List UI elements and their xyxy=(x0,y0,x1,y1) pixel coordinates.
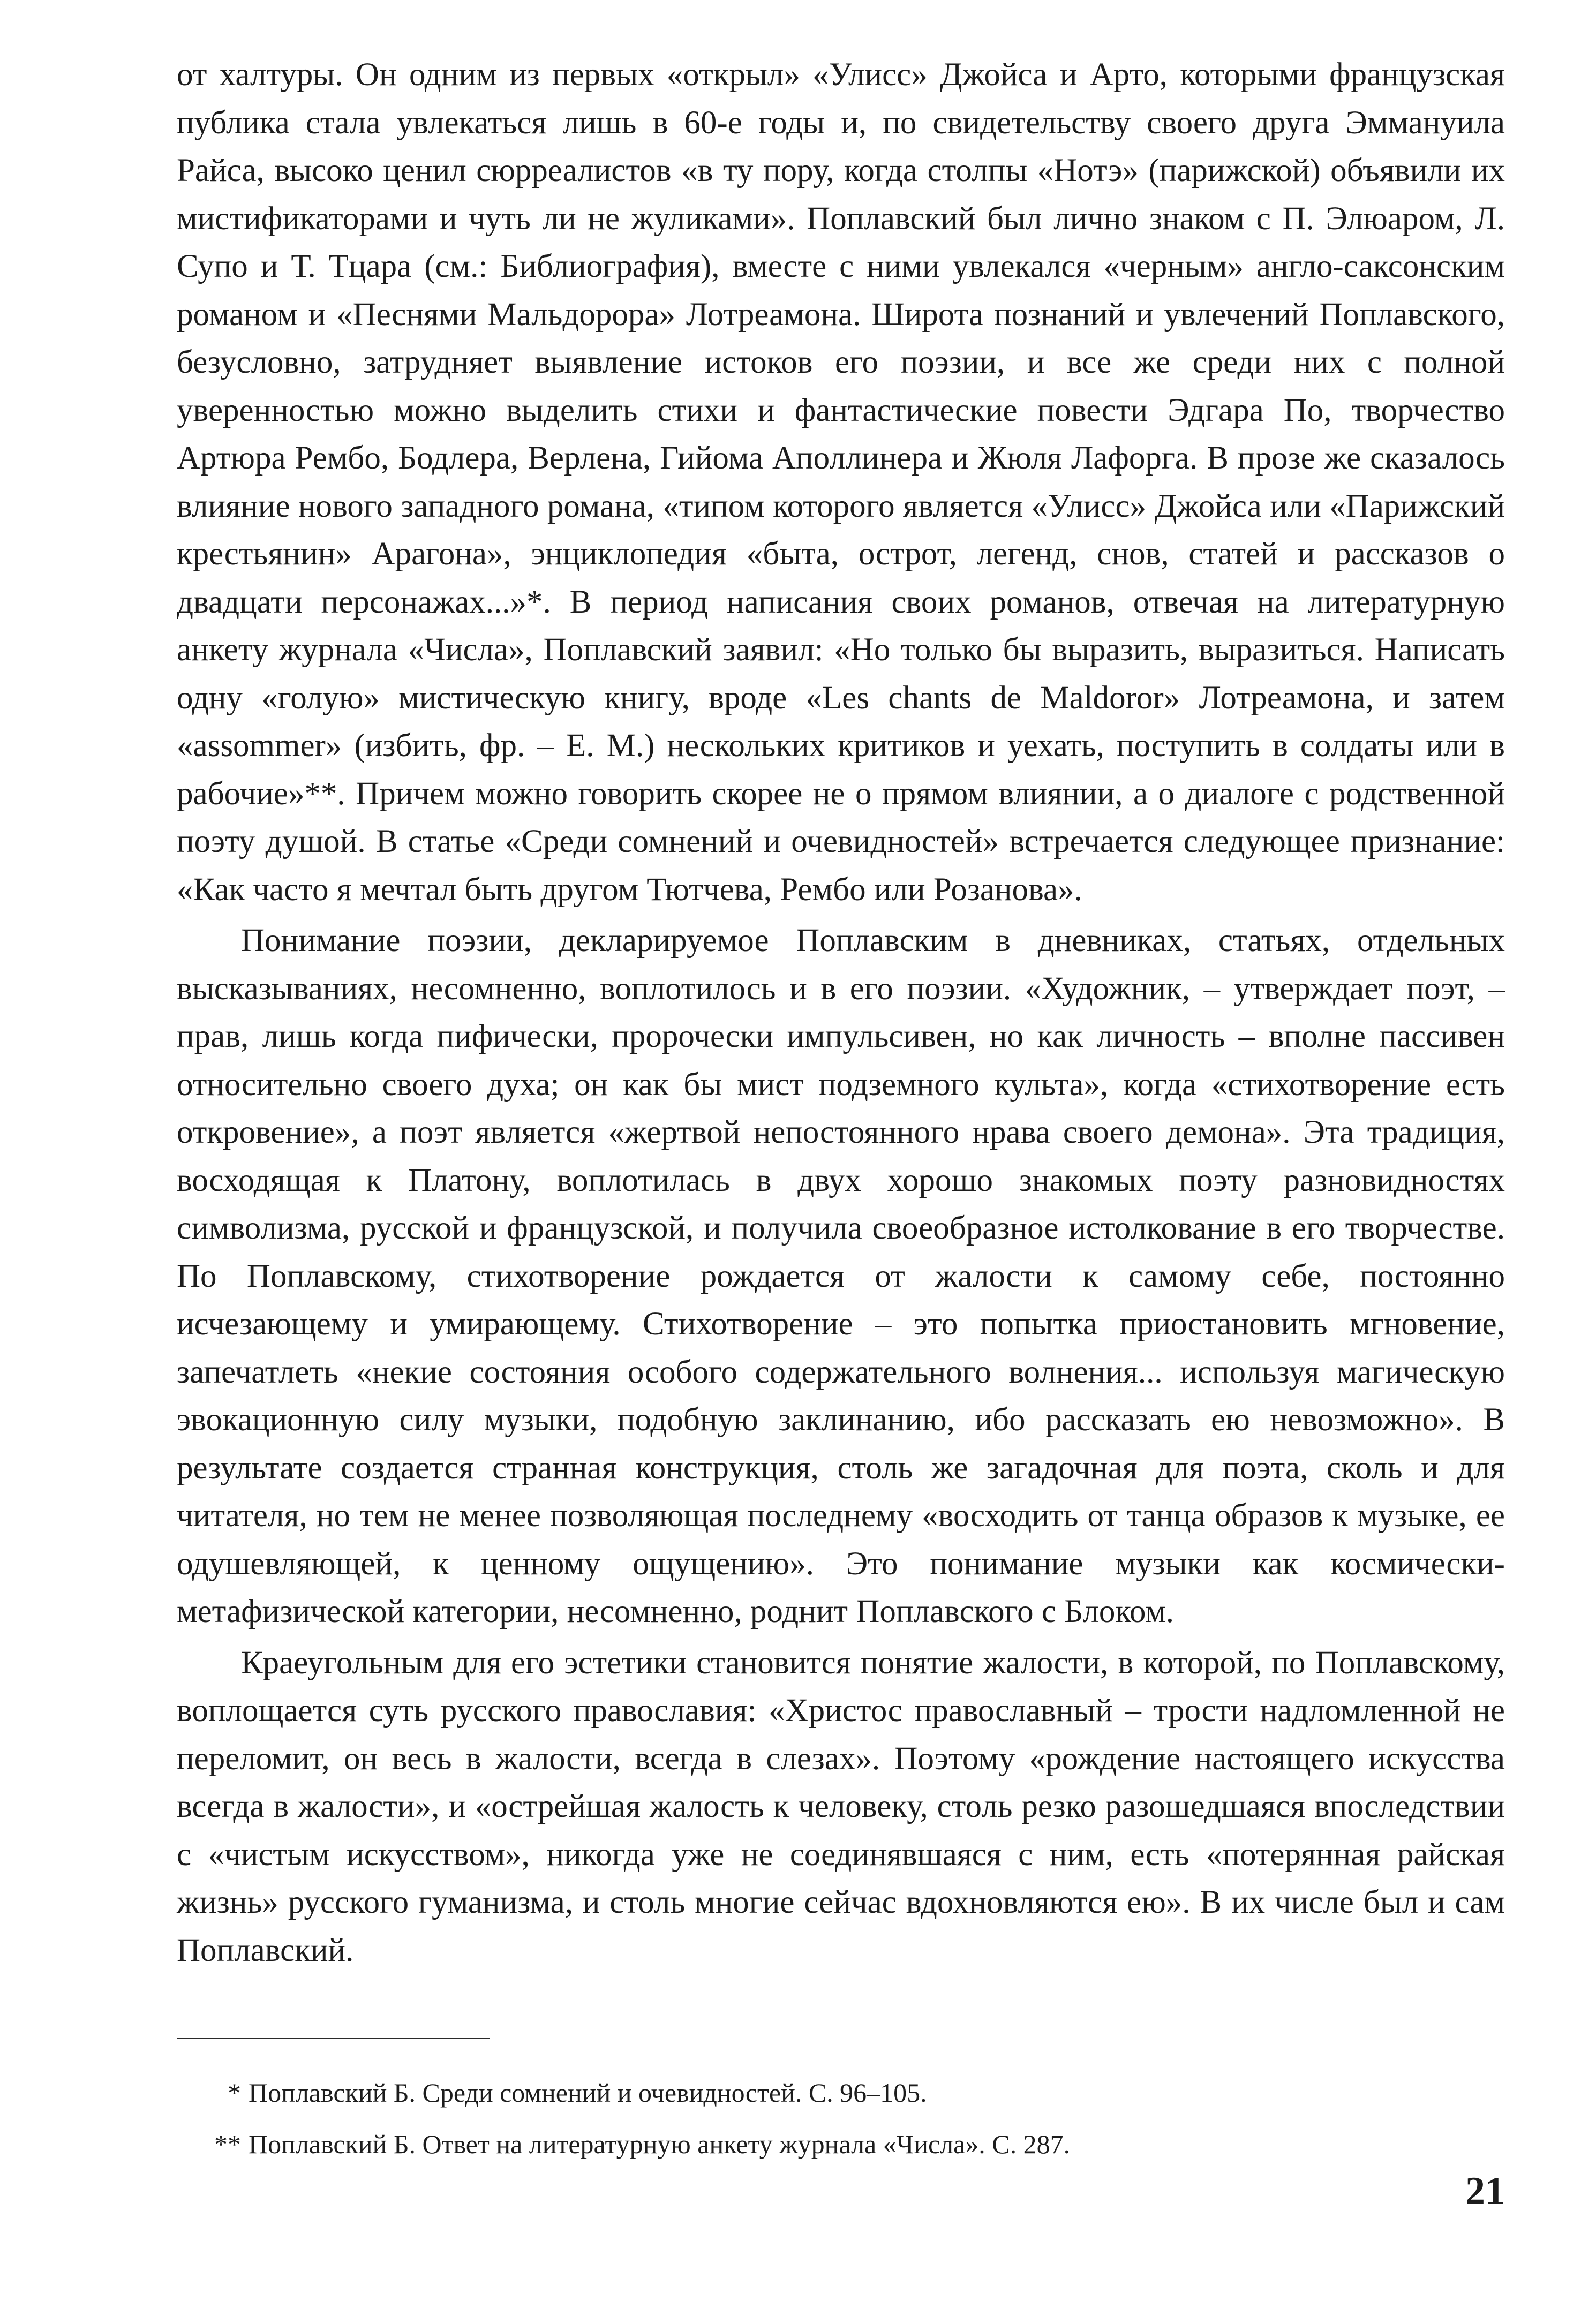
footnote-1 xyxy=(177,2067,1505,2118)
body-text xyxy=(177,51,1505,1974)
page-number: 21 xyxy=(1465,2169,1505,2213)
paragraph-1: от халтуры. Он одним из первых «открыл» «Улисс» Джойса и Арто, которыми французская публика стала увлекаться лишь в 60-е годы и, по свидетельству своего друга Эммануила Райса, высоко ценил сюрреалистов «в ту пору, когда столпы «Нотэ» (парижской) объявили их мистификаторами и чуть ли не жуликами». Поплавский был лично знаком с П. Элюаром, Л. Супо и Т. Тцара (см.: Библиография), вместе с ними увлекался «черным» англо-саксонским романом и «Песнями Мальдорора» Лотреамона. Широта познаний и увлечений Поплавского, безусловно, затрудняет выявление истоков его поэзии, и все же среди них с полной уверенностью можно выделить стихи и фантастические повести Эдгара По, творчество Артюра Рембо, Бодлера, Верлена, Гийома Аполлинера и Жюля Лафорга. В прозе же сказалось влияние нового западного романа, «типом которого является «Улисс» Джойса или «Парижский крестьянин» Арагона», энциклопедия «быта, острот, легенд, снов, статей и рассказов о двадцати персонажах...»*. В период написания своих романов, отвечая на литературную анкету журнала «Числа», Поплавский заявил: «Но только бы выразить, выразиться. Написать одну «голую» мистическую книгу, вроде «Les chants de Maldoror» Лотреамона, и затем «assommer» (избить, фр. – Е. М.) нескольких критиков и уехать, поступить в солдаты или в рабочие»**. Причем можно говорить скорее не о прямом влиянии, а о диалоге с родственной поэту душой. В статье «Среди сомнений и очевидностей» встречается следующее признание: «Как часто я мечтал быть другом Тютчева, Рембо или Розанова». xyxy=(177,57,1505,908)
footnote-text: Поплавский Б. Среди сомнений и очевидностей. С. 96–105. xyxy=(249,2078,927,2108)
footnote-text: Поплавский Б. Ответ на литературную анкету журнала «Числа». С. 287. xyxy=(249,2129,1071,2159)
footnote-mark: ** xyxy=(214,2129,241,2159)
paragraph-2: Понимание поэзии, декларируемое Поплавским в дневниках, статьях, отдельных высказываниях, несомненно, воплотилось и в его поэзии. «Художник, – утверждает поэт, – прав, лишь когда пифически, пророчески импульсивен, но как личность – вполне пассивен относительно своего духа; он как бы мист подземного культа», когда «стихотворение есть откровение», а поэт является «жертвой непостоянного нрава своего демона». Эта традиция, восходящая к Платону, воплотилась в двух хорошо знакомых поэту разновидностях символизма, русской и французской, и получила своеобразное истолкование в его творчестве. По Поплавскому, стихотворение рождается от жалости к самому себе, постоянно исчезающему и умирающему. Стихотворение – это попытка приостановить мгновение, запечатлеть «некие состояния особого содержательного волнения... используя магическую эвокационную силу музыки, подобную заклинанию, ибо рассказать ею невозможно». В результате создается странная конструкция, столь же загадочная для поэта, сколь и для читателя, но тем не менее позволяющая последнему «восходить от танца образов к музыке, ее одушевляющей, к ценному ощущению». Это понимание музыки как космически-метафизической категории, несомненно, роднит Поплавского с Блоком. xyxy=(177,923,1505,1629)
footnotes xyxy=(177,2067,1505,2170)
footnote-mark: * xyxy=(228,2078,241,2108)
footnote-divider xyxy=(177,2038,490,2039)
footnote-2 xyxy=(177,2118,1505,2170)
paragraph-3: Краеугольным для его эстетики становится понятие жалости, в которой, по Поплавскому, воплощается суть русского православия: «Христос православный – трости надломленной не переломит, он весь в жалости, всегда в слезах». Поэтому «рождение настоящего искусства всегда в жалости», и «острейшая жалость к человеку, столь резко разошедшаяся впоследствии с «чистым искусством», никогда уже не соединявшаяся с ним, есть «потерянная райская жизнь» русского гуманизма, и столь многие сейчас вдохновляются ею». В их числе был и сам Поплавский. xyxy=(177,1644,1505,1968)
